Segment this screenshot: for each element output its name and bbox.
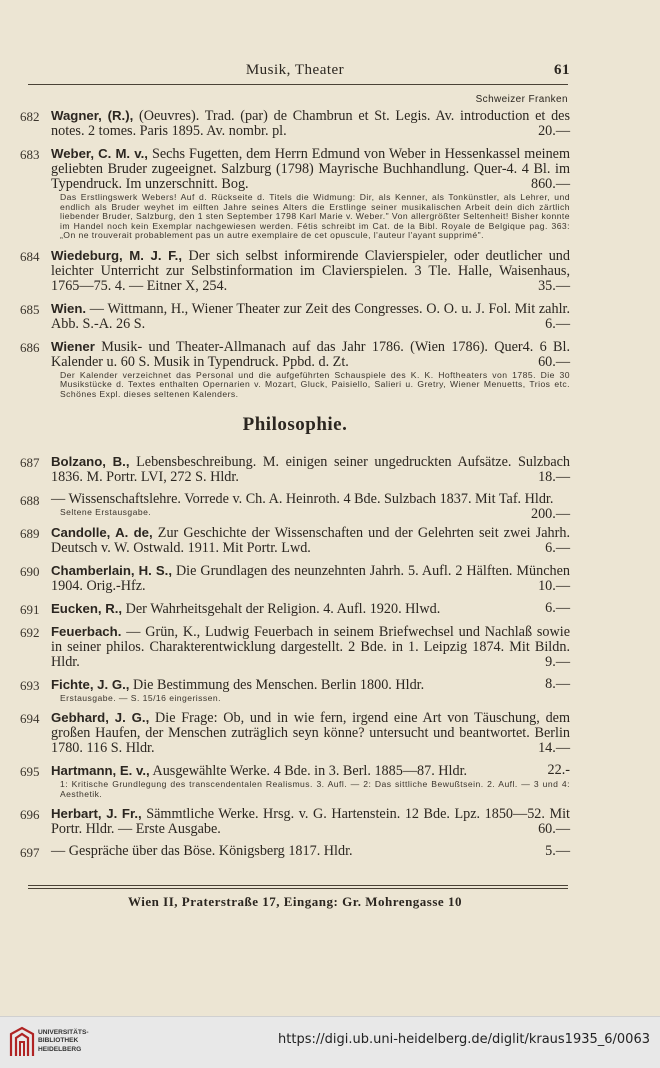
entry-number: 687 xyxy=(20,455,40,470)
entry-price: 6.— xyxy=(545,539,570,556)
entry-text: Ausgewählte Werke. 4 Bde. in 3. Berl. 1885—87. Hldr. xyxy=(152,763,468,779)
entry-number: 685 xyxy=(20,301,40,317)
entry-text: Der sich selbst informirende Clavierspieler, oder deutlicher und leichter Unterricht zur Selbstinformation im Clavierspielen. 3 Tle. Halle, Waisenhaus, 1765—75. 4. — Eitner X, 254. xyxy=(51,247,570,294)
entry-body xyxy=(51,844,570,859)
entry-note: Seltene Erstausgabe. xyxy=(60,507,152,517)
entry-number: 682 xyxy=(20,109,40,124)
entry-number: 683 xyxy=(20,147,40,162)
entry-author: Fichte, J. G., xyxy=(51,676,130,692)
university-logo-icon xyxy=(8,1026,36,1058)
catalog-entry xyxy=(20,248,570,294)
entry-number: 684 xyxy=(20,248,40,264)
entry-number: 693 xyxy=(20,677,40,693)
entry-author: Wiener xyxy=(51,338,95,354)
entry-text: Die Frage: Ob, und in wie fern, irgend eine Art von Täuschung, dem großen Haufen, der Menschen zuträglich seyn könne? untersucht und beantwortet. Berlin 1780. 116 S. Hldr. xyxy=(51,710,570,756)
entry-number: 694 xyxy=(20,711,40,726)
entry-price: 860.— xyxy=(530,176,570,192)
entry-number: 689 xyxy=(20,525,40,541)
entry-number: 695 xyxy=(20,764,40,779)
entry-body xyxy=(51,763,570,779)
entry-price: 60.— xyxy=(538,353,570,370)
viewer-bottom-bar xyxy=(0,1016,660,1068)
entry-number: 688 xyxy=(20,493,40,508)
entry-note: Erstausgabe. — S. 15/16 eingerissen. xyxy=(60,692,221,703)
entry-number: 692 xyxy=(20,624,40,640)
entry-author: Gebhard, J. G., xyxy=(51,710,150,725)
catalog-entry xyxy=(20,301,570,332)
entry-body xyxy=(51,563,570,594)
entry-body xyxy=(51,806,570,837)
philosophy-entries xyxy=(20,454,570,859)
entry-price: 8.— xyxy=(545,675,570,692)
catalog-entry xyxy=(20,563,570,594)
source-url-link[interactable]: https://digi.ub.uni-heidelberg.de/diglit/kraus1935_6/0063 xyxy=(278,1032,650,1047)
entry-text: — Gespräche über das Böse. Königsberg 1817. Hldr. xyxy=(51,843,353,859)
publisher-address: Wien II, Praterstraße 17, Eingang: Gr. Mohrengasse 10 xyxy=(128,894,462,909)
entry-author: Chamberlain, H. S., xyxy=(51,562,172,578)
entry-price: 22.- xyxy=(547,762,570,778)
entry-number: 691 xyxy=(20,601,40,617)
entry-price: 60.— xyxy=(538,821,570,837)
entry-text: Musik- und Theater-Allmanach auf das Jahr 1786. (Wien 1786). Quer4. 6 Bl. Kalender u. 60 S. Musik in Typendruck. Ppbd. d. Zt. xyxy=(51,338,571,370)
currency-label: Schweizer Franken xyxy=(475,94,568,105)
catalog-entry xyxy=(20,601,570,617)
entry-text: (Oeuvres). Trad. (par) de Chambrun et St. Legis. Av. introduction et des notes. 2 tomes. Paris 1895. Av. nombr. pl. xyxy=(51,108,570,139)
entry-text: — Grün, K., Ludwig Feuerbach in seinem Briefwechsel und Nachlaß sowie in seiner philos. Charakterentwicklung dargestellt. 2 Bde. in 1. Leipzig 1874. Mit Bildn. Hldr. xyxy=(51,623,571,670)
entry-price: 9.— xyxy=(545,653,570,670)
footer-rule-second xyxy=(28,888,568,889)
page-header xyxy=(20,62,570,82)
section-title: Philosophie. xyxy=(242,414,348,435)
page-title: Musik, Theater xyxy=(245,62,345,78)
entry-text: Der Wahrheitsgehalt der Religion. 4. Aufl. 1920. Hlwd. xyxy=(125,600,441,617)
catalog-content xyxy=(20,108,570,866)
entry-text: Zur Geschichte der Wissenschaften und der Gelehrten seit zwei Jahrh. Deutsch v. W. Ostwald. 1911. Mit Portr. Lwd. xyxy=(51,524,570,556)
entry-text: Die Bestimmung des Menschen. Berlin 1800. Hldr. xyxy=(132,676,425,693)
catalog-entry xyxy=(20,677,570,704)
entry-note: Das Erstlingswerk Webers! Auf d. Rückseite d. Titels die Widmung: Dir, als Kenner, als Tonkünstler, als Lehrer, und endlich als Bruder weyhet im eilften Jahre seines Alters die Erstlinge seiner musikalischen Arbeit dein dich zärtlich liebender Bruder, Salzburg, den 1 sten September 1798 Karl Marie v. Weber." Von allergrößter Seltenheit! Bisher konnte im Handel noch kein Exemplar nachgewiesen werden. Fétis schreibt im Cat. de la Bibl. Royale de Belgique pag. 363: „On ne trouverait probablement pas un autre exemplaire de cet opuscule, l'auteur l'ayant supprimé". xyxy=(60,192,570,240)
catalog-entry xyxy=(20,806,570,837)
header-rule xyxy=(28,84,568,85)
entry-price: 20.— xyxy=(538,123,570,139)
entry-text: Sechs Fugetten, dem Herrn Edmund von Weber in Hessenkassel meinem geliebten Bruder zugeeignet. Salzburg (1798) Mayrische Buchhandlung. Quer-4. 4 Bl. im Typendruck. Im unzerschnitt. Bog. xyxy=(51,146,571,192)
entry-body xyxy=(51,601,570,617)
entry-number: 686 xyxy=(20,339,40,355)
entry-number: 696 xyxy=(20,807,40,822)
entry-author: Herbart, J. Fr., xyxy=(51,806,142,821)
entry-author: Wiedeburg, M. J. F., xyxy=(51,247,182,263)
entry-author: Hartmann, E. v., xyxy=(51,763,150,778)
entry-author: Eucken, R., xyxy=(51,600,123,616)
entry-text: Sämmtliche Werke. Hrsg. v. G. Hartenstein. 12 Bde. Lpz. 1850—52. Mit Portr. Hldr. — Erste Ausgabe. xyxy=(51,806,570,837)
entry-body xyxy=(51,454,570,485)
entry-body xyxy=(51,525,570,556)
entry-price: 14.— xyxy=(538,740,570,756)
entry-author: Feuerbach. xyxy=(51,623,122,639)
catalog-entry xyxy=(20,108,570,139)
entry-body xyxy=(51,339,570,370)
entry-body xyxy=(51,248,570,294)
entry-note: Der Kalender verzeichnet das Personal und die aufgeführten Schauspiele des K. K. Hoftheaters von 1785. Die 30 Musikstücke d. Textes enthalten Opernarien v. Mozart, Gluck, Paisiello, Salieri u. Gretry, Wiener Menuetts, Trios etc. Schönes Expl. dieses seltenen Kalenders. xyxy=(60,369,570,399)
entry-body xyxy=(51,108,570,139)
entry-body xyxy=(51,146,570,192)
catalog-entry xyxy=(20,339,570,400)
entry-author: Weber, C. M. v., xyxy=(51,146,148,161)
institution-name: UNIVERSITÄTS- BIBLIOTHEK HEIDELBERG xyxy=(38,1029,89,1053)
catalog-entry xyxy=(20,710,570,756)
entry-price: 6.— xyxy=(545,315,570,332)
catalog-entry xyxy=(20,146,570,241)
entry-body xyxy=(51,301,570,332)
entry-author: Bolzano, B., xyxy=(51,454,130,469)
entry-text: — Wissenschaftslehre. Vorrede v. Ch. A. Heinroth. 4 Bde. Sulzbach 1837. Mit Taf. Hldr. xyxy=(51,491,554,507)
entry-text: — Wittmann, H., Wiener Theater zur Zeit des Congresses. O. O. u. J. Fol. Mit zahlr. Abb. S.-A. 26 S. xyxy=(51,300,571,332)
entry-price: 35.— xyxy=(538,277,570,294)
page-number: 61 xyxy=(554,62,570,78)
entry-number: 697 xyxy=(20,845,40,860)
entry-body xyxy=(51,624,570,670)
entry-body xyxy=(51,677,570,693)
footer-rule xyxy=(28,885,568,886)
entry-price: 6.— xyxy=(545,599,570,616)
catalog-entry xyxy=(20,844,570,859)
entry-price: 200.— xyxy=(530,506,570,522)
entry-text: Lebensbeschreibung. M. einigen seiner ungedruckten Aufsätze. Sulzbach 1836. M. Portr. LVI, 272 S. Hldr. xyxy=(51,454,571,485)
entry-body xyxy=(51,710,570,756)
entry-price: 5.— xyxy=(545,843,570,859)
entry-author: Wagner, (R.), xyxy=(51,108,134,123)
entry-author: Candolle, A. de, xyxy=(51,524,153,540)
entry-author: Wien. xyxy=(51,300,87,316)
catalog-entry xyxy=(20,525,570,556)
entry-price: 10.— xyxy=(538,577,570,594)
catalog-entry xyxy=(20,454,570,485)
entry-note: 1: Kritische Grundlegung des transcendentalen Realismus. 3. Aufl. — 2: Das sittliche Bewußtsein. 2. Aufl. — 3 und 4: Aesthetik. xyxy=(60,779,570,799)
catalog-entry xyxy=(20,491,570,522)
entry-number: 690 xyxy=(20,563,40,579)
music-theater-entries xyxy=(20,108,570,399)
entry-price: 18.— xyxy=(538,469,570,485)
catalog-entry xyxy=(20,763,570,799)
entry-text: Die Grundlagen des neunzehnten Jahrh. 5. Aufl. 2 Hälften. München 1904. Orig.-Hfz. xyxy=(51,562,570,594)
catalog-entry xyxy=(20,624,570,670)
